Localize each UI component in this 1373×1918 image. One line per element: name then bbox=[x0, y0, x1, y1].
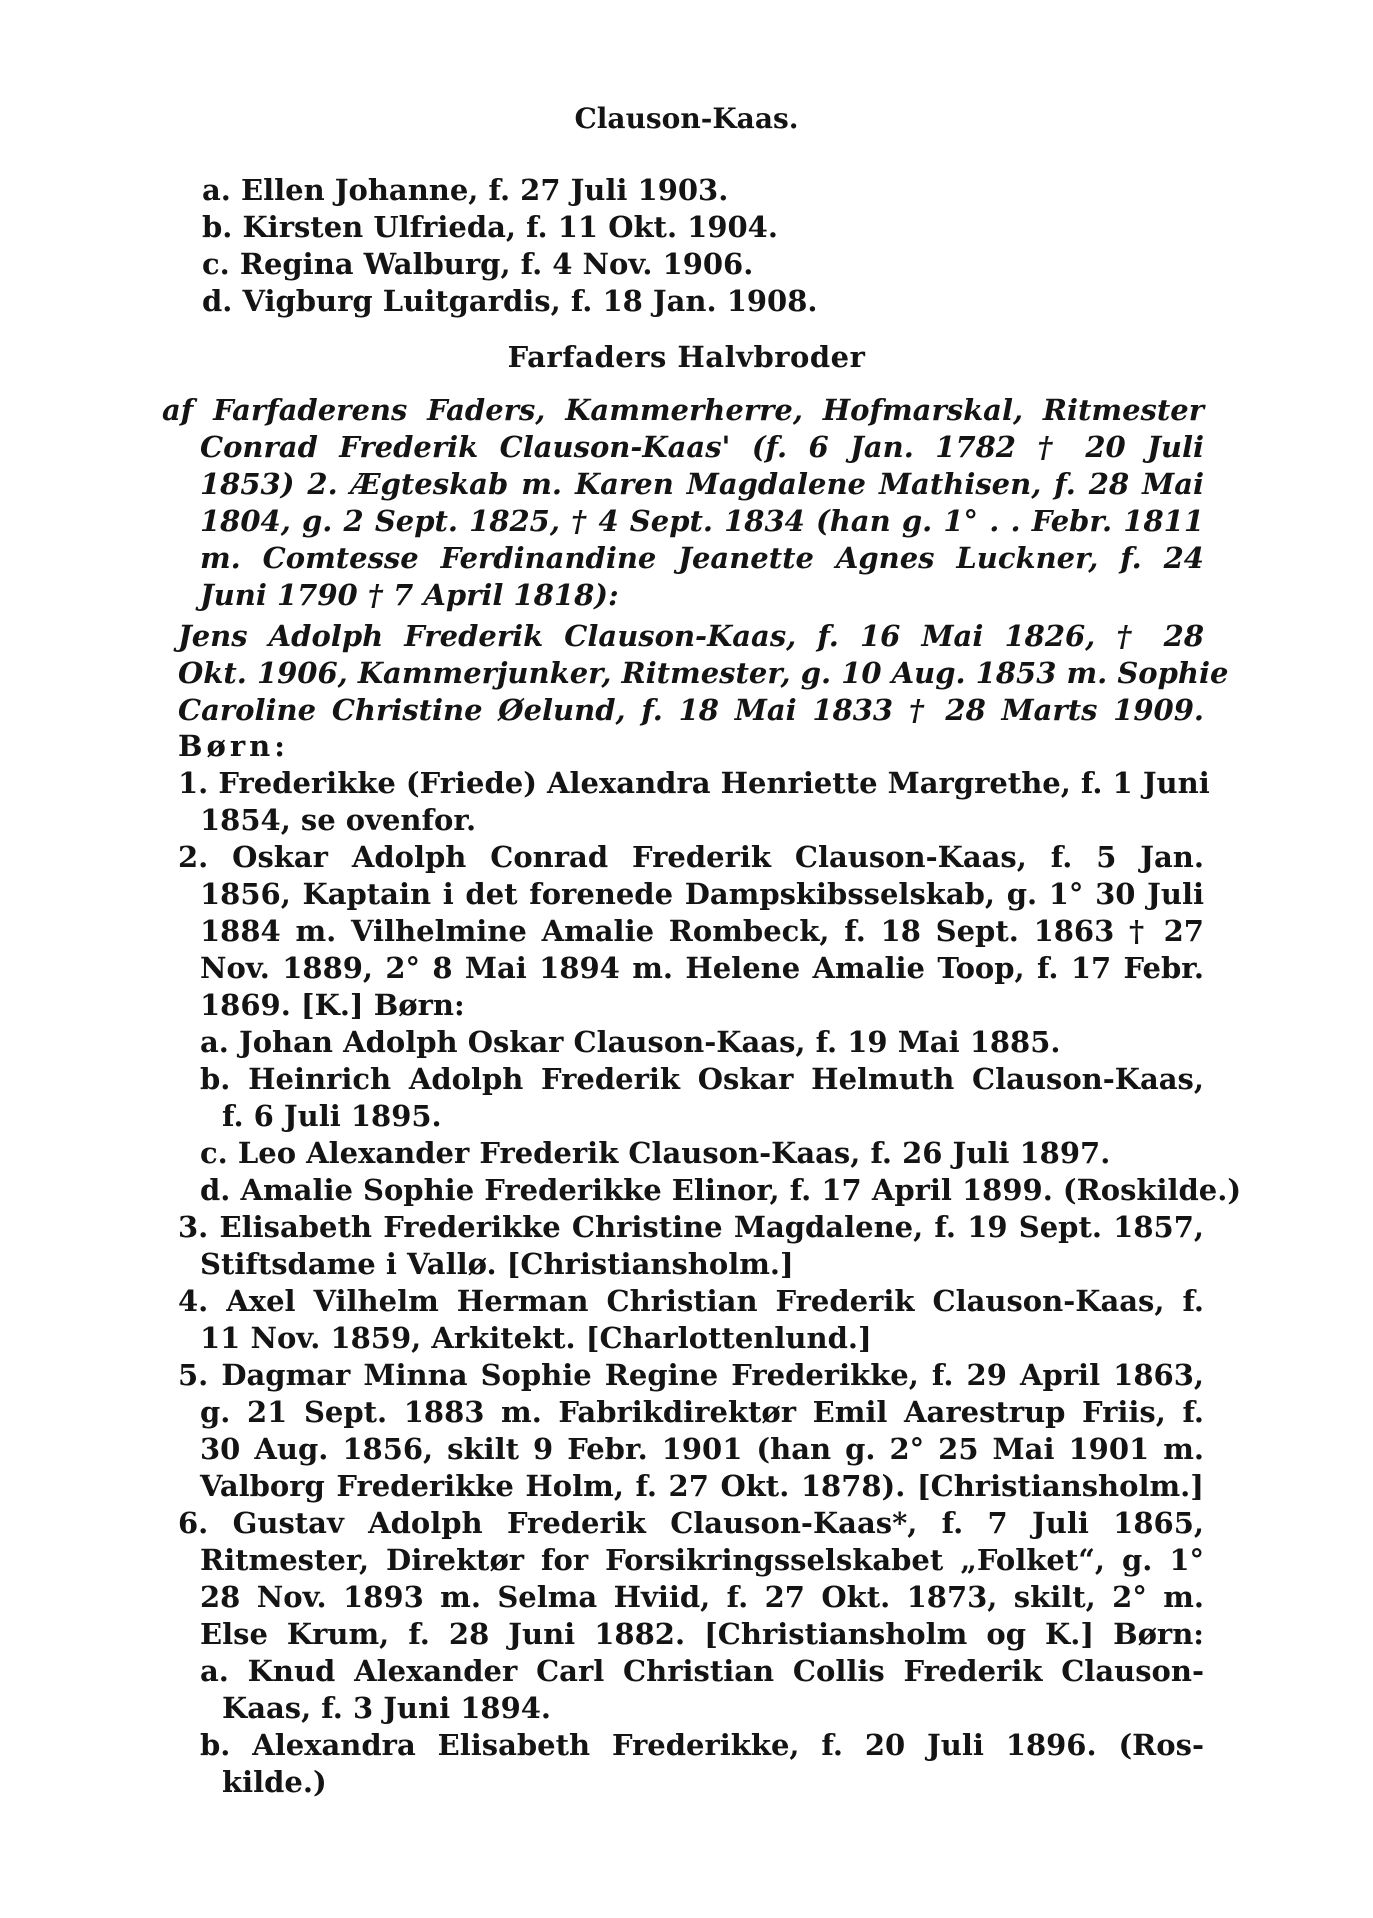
text-line: 2. Oskar Adolph Conrad Frederik Clauson-Kaas, f. 5 Jan. bbox=[178, 840, 1204, 874]
text-line: a. Knud Alexander Carl Christian Collis Frederik Clauson- bbox=[200, 1654, 1204, 1688]
text-line: kilde.) bbox=[222, 1765, 327, 1799]
text-line: Ritmester, Direktør for Forsikringsselskabet „Folket“, g. 1° bbox=[200, 1543, 1204, 1577]
text-line: b. Kirsten Ulfrieda, f. 11 Okt. 1904. bbox=[202, 210, 778, 244]
text-line: Okt. 1906, Kammerjunker, Ritmester, g. 10 Aug. 1853 m. Sophie bbox=[178, 656, 1229, 690]
text-line: b. Alexandra Elisabeth Frederikke, f. 20 Juli 1896. (Ros- bbox=[200, 1728, 1204, 1762]
text-line: c. Regina Walburg, f. 4 Nov. 1906. bbox=[202, 247, 754, 281]
page-title: Clauson-Kaas. bbox=[574, 102, 799, 135]
text-line: Else Krum, f. 28 Juni 1882. [Christiansholm og K.] Børn: bbox=[200, 1617, 1204, 1651]
text-line: Jens Adolph Frederik Clauson-Kaas, f. 16 Mai 1826, † 28 bbox=[178, 619, 1204, 653]
text-line: 3. Elisabeth Frederikke Christine Magdalene, f. 19 Sept. 1857, bbox=[178, 1210, 1204, 1244]
text-line: 1853) 2. Ægteskab m. Karen Magdalene Mathisen, f. 28 Mai bbox=[200, 467, 1204, 501]
text-line: Valborg Frederikke Holm, f. 27 Okt. 1878). [Christiansholm.] bbox=[200, 1469, 1204, 1503]
text-line: a. Ellen Johanne, f. 27 Juli 1903. bbox=[202, 173, 729, 207]
text-line: 11 Nov. 1859, Arkitekt. [Charlottenlund.] bbox=[200, 1321, 872, 1355]
text-line: Stiftsdame i Vallø. [Christiansholm.] bbox=[200, 1247, 794, 1281]
text-line: 1869. [K.] Børn: bbox=[200, 988, 465, 1022]
text-line: a. Johan Adolph Oskar Clauson-Kaas, f. 19 Mai 1885. bbox=[200, 1025, 1061, 1059]
text-line: Juni 1790 † 7 April 1818): bbox=[200, 578, 619, 612]
text-line: c. Leo Alexander Frederik Clauson-Kaas, f. 26 Juli 1897. bbox=[200, 1136, 1111, 1170]
text-line: 28 Nov. 1893 m. Selma Hviid, f. 27 Okt. 1873, skilt, 2° m. bbox=[200, 1580, 1204, 1614]
text-line: Kaas, f. 3 Juni 1894. bbox=[222, 1691, 552, 1725]
text-line: 4. Axel Vilhelm Herman Christian Frederik Clauson-Kaas, f. bbox=[178, 1284, 1204, 1318]
text-line: d. Vigburg Luitgardis, f. 18 Jan. 1908. bbox=[202, 284, 818, 318]
text-line: 1884 m. Vilhelmine Amalie Rombeck, f. 18 Sept. 1863 † 27 bbox=[200, 914, 1204, 948]
text-line: Børn: bbox=[178, 729, 289, 763]
text-line: d. Amalie Sophie Frederikke Elinor, f. 17 April 1899. (Roskilde.) bbox=[200, 1173, 1242, 1207]
text-line: Caroline Christine Øelund, f. 18 Mai 1833 † 28 Marts 1909. bbox=[178, 693, 1204, 727]
text-line: m. Comtesse Ferdinandine Jeanette Agnes Luckner, f. 24 bbox=[200, 541, 1204, 575]
text-line: af Farfaderens Faders, Kammerherre, Hofmarskal, Ritmester bbox=[162, 393, 1204, 427]
text-line: 1. Frederikke (Friede) Alexandra Henriette Margrethe, f. 1 Juni bbox=[178, 766, 1210, 800]
text-line: 1856, Kaptain i det forenede Dampskibsselskab, g. 1° 30 Juli bbox=[200, 877, 1204, 911]
text-line: 6. Gustav Adolph Frederik Clauson-Kaas*, f. 7 Juli 1865, bbox=[178, 1506, 1204, 1540]
text-line: 5. Dagmar Minna Sophie Regine Frederikke, f. 29 April 1863, bbox=[178, 1358, 1204, 1392]
section-heading: Farfaders Halvbroder bbox=[507, 340, 866, 374]
text-line: 1854, se ovenfor. bbox=[200, 803, 477, 837]
text-line: g. 21 Sept. 1883 m. Fabrikdirektør Emil Aarestrup Friis, f. bbox=[200, 1395, 1204, 1429]
text-line: b. Heinrich Adolph Frederik Oskar Helmuth Clauson-Kaas, bbox=[200, 1062, 1204, 1096]
text-line: Conrad Frederik Clauson-Kaas' (f. 6 Jan. 1782 † 20 Juli bbox=[200, 430, 1204, 464]
text-line: Nov. 1889, 2° 8 Mai 1894 m. Helene Amalie Toop, f. 17 Febr. bbox=[200, 951, 1204, 985]
text-line: 30 Aug. 1856, skilt 9 Febr. 1901 (han g. 2° 25 Mai 1901 m. bbox=[200, 1432, 1204, 1466]
text-line: 1804, g. 2 Sept. 1825, † 4 Sept. 1834 (han g. 1° . . Febr. 1811 bbox=[200, 504, 1204, 538]
text-line: f. 6 Juli 1895. bbox=[222, 1099, 442, 1133]
